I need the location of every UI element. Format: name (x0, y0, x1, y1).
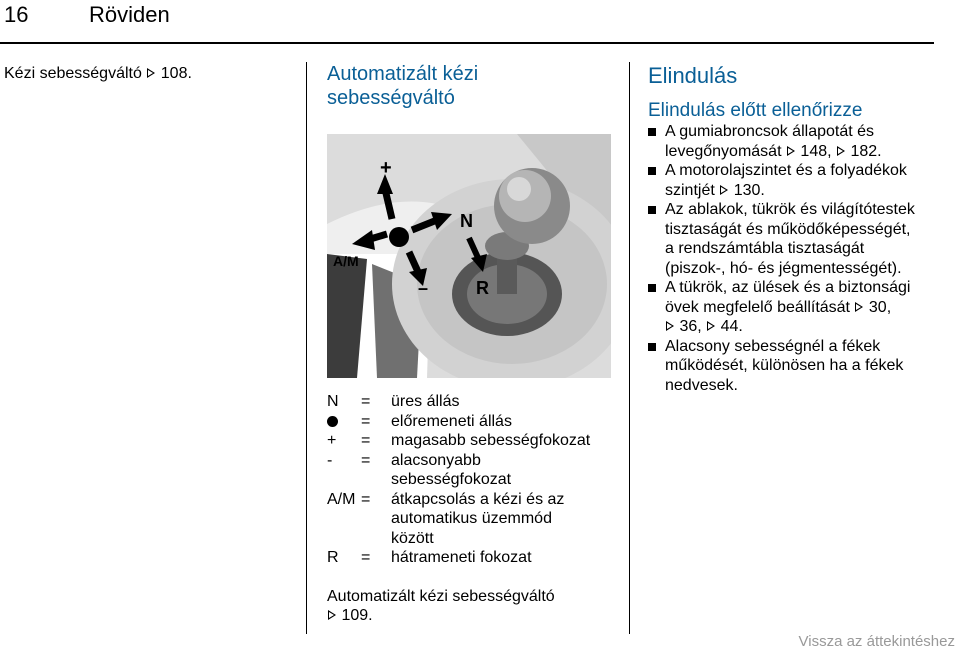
back-to-overview-link[interactable]: Vissza az áttekintéshez (798, 633, 955, 650)
page-number: 16 (4, 2, 29, 27)
list-item-text (665, 337, 903, 396)
list-item-text (665, 278, 910, 337)
list-item (648, 200, 938, 278)
gear-shifter-figure (327, 134, 611, 378)
label-am: A/M (333, 253, 359, 269)
ref-arrow-icon (328, 610, 336, 620)
ref-text: Automatizált kézi sebességváltó (327, 587, 555, 605)
legend-desc-line: között (391, 529, 434, 547)
legend (327, 392, 617, 568)
legend-eq: = (361, 490, 371, 508)
list-item (648, 278, 938, 337)
legend-eq: = (361, 393, 371, 410)
list-line: tisztaságát és működőképességét, (665, 220, 911, 238)
legend-key: N (327, 393, 339, 410)
ref-arrow-icon (666, 321, 674, 331)
legend-row (327, 451, 617, 490)
column-divider (306, 62, 307, 634)
legend-desc: előremeneti állás (391, 412, 512, 430)
list-line: levegőnyomását (665, 142, 782, 160)
legend-row (327, 412, 617, 432)
label-plus: + (380, 157, 392, 179)
legend-eq: = (361, 549, 371, 566)
bullet-square-icon (648, 161, 665, 200)
section-title-line: sebességváltó (327, 87, 455, 109)
legend-eq: = (361, 432, 371, 449)
legend-desc: hátrameneti fokozat (391, 549, 532, 566)
list-item-text (665, 200, 915, 278)
ref-link[interactable]: 36, (679, 318, 702, 335)
list-line: nedvesek. (665, 376, 738, 394)
ref-arrow-icon (720, 185, 728, 195)
section-title-line: Automatizált kézi (327, 63, 479, 85)
legend-desc-line: automatikus üzemmód (391, 510, 552, 527)
cross-reference (327, 587, 617, 626)
list-item (648, 337, 938, 396)
legend-row (327, 392, 617, 412)
ref-text: Kézi sebességváltó (4, 65, 142, 82)
label-minus: – (418, 278, 429, 298)
ref-arrow-icon (787, 146, 795, 156)
ref-link[interactable]: 148, (800, 142, 832, 160)
header-rule (0, 42, 934, 44)
column-divider (629, 62, 630, 634)
ref-link[interactable]: 108. (160, 65, 192, 82)
column-3 (648, 62, 938, 395)
list-line: működését, különösen ha a fékek (665, 357, 904, 374)
bullet-square-icon (648, 200, 665, 278)
label-r: R (476, 278, 489, 298)
legend-desc-line: sebességfokozat (391, 471, 512, 488)
list-line: Alacsony sebességnél a fékek (665, 337, 881, 355)
section-title (327, 62, 617, 110)
list-line: a rendszámtábla tisztaságát (665, 240, 865, 257)
list-line: szintjét (665, 181, 715, 199)
ref-link[interactable]: 30, (868, 298, 892, 316)
legend-eq: = (361, 451, 371, 469)
list-line: A gumiabroncsok állapotát és (665, 123, 875, 140)
list-line: (piszok-, hó- és jégmentességét). (665, 259, 902, 277)
section-title: Elindulás (648, 63, 738, 88)
legend-key: A/M (327, 490, 356, 508)
legend-desc (391, 451, 617, 490)
list-line: övek megfelelő beállítását (665, 298, 850, 316)
list-line: A tükrök, az ülések és a biztonsági (665, 279, 911, 296)
legend-desc-line: alacsonyabb (391, 451, 481, 469)
chapter-title: Röviden (89, 2, 170, 27)
ref-arrow-icon (837, 146, 845, 156)
column-2 (327, 62, 617, 626)
legend-key: R (327, 549, 339, 566)
list-item-text (665, 161, 907, 200)
ref-arrow-icon (147, 68, 155, 78)
list-line: Az ablakok, tükrök és világítótestek (665, 201, 915, 218)
dot-icon (327, 416, 338, 427)
bullet-square-icon (648, 278, 665, 337)
legend-desc: üres állás (391, 393, 460, 410)
legend-row (327, 431, 617, 451)
bullet-square-icon (648, 337, 665, 396)
legend-row (327, 548, 617, 568)
legend-key: + (327, 432, 337, 449)
subsection-title: Elindulás előtt ellenőrizze (648, 100, 863, 121)
ref-arrow-icon (855, 302, 863, 312)
ref-link[interactable]: 44. (720, 318, 743, 335)
legend-key: - (327, 451, 333, 469)
list-item (648, 161, 938, 200)
list-item (648, 122, 938, 161)
legend-desc (391, 490, 617, 549)
legend-eq: = (361, 412, 371, 430)
gear-shifter-illustration (327, 134, 611, 378)
ref-link[interactable]: 109. (341, 607, 373, 624)
ref-link[interactable]: 182. (850, 142, 882, 160)
list-item-text (665, 122, 882, 161)
ref-arrow-icon (707, 321, 715, 331)
bullet-square-icon (648, 122, 665, 161)
legend-desc: magasabb sebességfokozat (391, 432, 591, 449)
legend-key (327, 412, 361, 432)
list-line: A motorolajszintet és a folyadékok (665, 162, 907, 179)
page-header (0, 0, 959, 44)
label-n: N (460, 211, 473, 231)
ref-link[interactable]: 130. (733, 181, 765, 199)
legend-row (327, 490, 617, 549)
legend-desc-line: átkapcsolás a kézi és az (391, 490, 565, 508)
column-1 (4, 64, 294, 84)
